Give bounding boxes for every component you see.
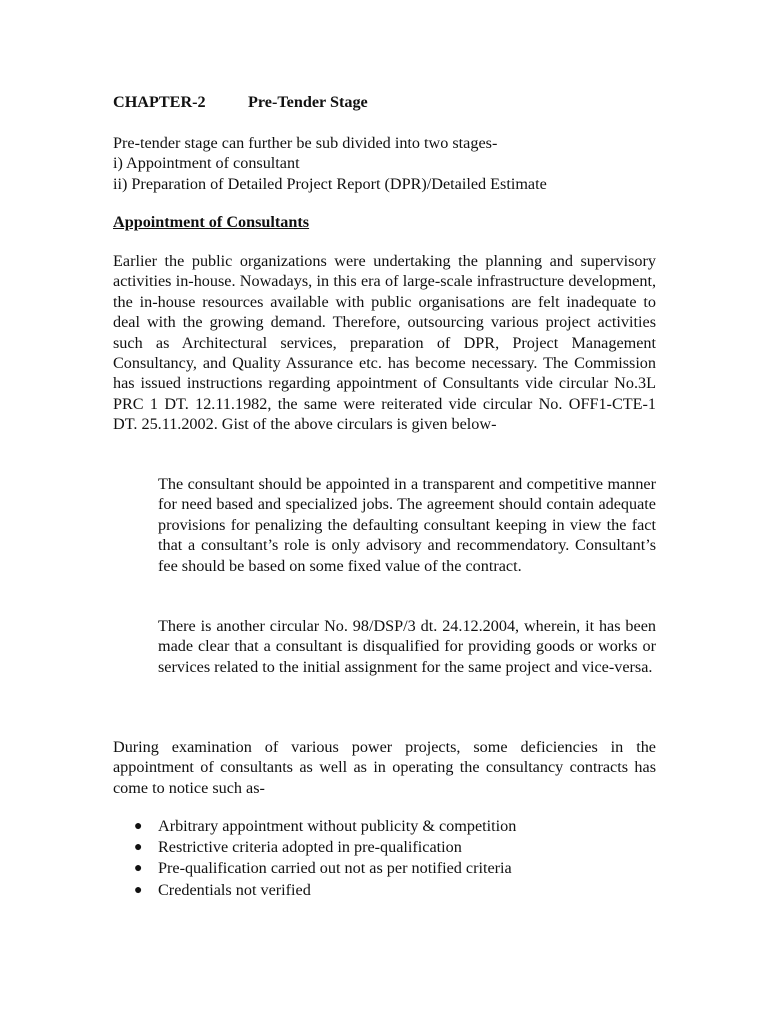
list-item <box>113 816 633 837</box>
list-item <box>113 858 633 879</box>
list-item-text: Restrictive criteria adopted in pre-qualification <box>158 838 462 857</box>
bullet-icon: ● <box>134 861 143 877</box>
list-item <box>113 837 633 858</box>
paragraph-deficiencies: During examination of various power projects, some deficiencies in the appointment of consultants as well as in operating the consultancy contracts has come to notice such as- <box>113 738 656 797</box>
list-item-text: Pre-qualification carried out not as per notified criteria <box>158 859 512 878</box>
deficiency-list <box>113 816 633 901</box>
chapter-title: Pre-Tender Stage <box>248 93 368 111</box>
bullet-icon: ● <box>134 819 143 834</box>
quote-consultant-appointment: The consultant should be appointed in a transparent and competitive manner for need based and specialized jobs. The agreement should contain adequate provisions for penalizing the defaulting consultant keeping in view the fact that a consultant’s role is only advisory and recommendatory. Consultant’s fee should be based on some fixed value of the contract. <box>158 475 656 575</box>
intro-block <box>113 133 656 194</box>
bullet-icon: ● <box>134 882 143 898</box>
paragraph-earlier: Earlier the public organizations were undertaking the planning and supervisory activities in-house. Nowadays, in this era of large-scale infrastructure development, the in-house resources available with public organisations are felt inadequate to deal with the growing demand. Therefore, outsourcing various project activities such as Architectural services, preparation of DPR, Project Management Consultancy, and Quality Assurance etc. has become necessary. The Commission has issued instructions regarding appointment of Consultants vide circular No.3L PRC 1 DT. 12.11.1982, the same were reiterated vide circular No. OFF1-CTE-1 DT. 25.11.2002. Gist of the above circulars is given below- <box>113 252 656 434</box>
list-item-text: Credentials not verified <box>158 880 311 899</box>
list-item-text: Arbitrary appointment without publicity & competition <box>158 817 517 835</box>
list-item <box>113 880 633 901</box>
quote-circular-98: There is another circular No. 98/DSP/3 dt. 24.12.2004, wherein, it has been made clear that a consultant is disqualified for providing goods or works or services related to the initial assignment for the same project and vice-versa. <box>158 617 656 676</box>
intro-stage-2: ii) Preparation of Detailed Project Report (DPR)/Detailed Estimate <box>113 174 547 193</box>
bullet-icon: ● <box>134 840 143 856</box>
chapter-number: CHAPTER-2 <box>113 93 206 111</box>
chapter-heading <box>113 92 673 112</box>
intro-lead: Pre-tender stage can further be sub divided into two stages- <box>113 134 498 152</box>
intro-stage-1: i) Appointment of consultant <box>113 154 300 173</box>
section-title: Appointment of Consultants <box>113 213 310 231</box>
